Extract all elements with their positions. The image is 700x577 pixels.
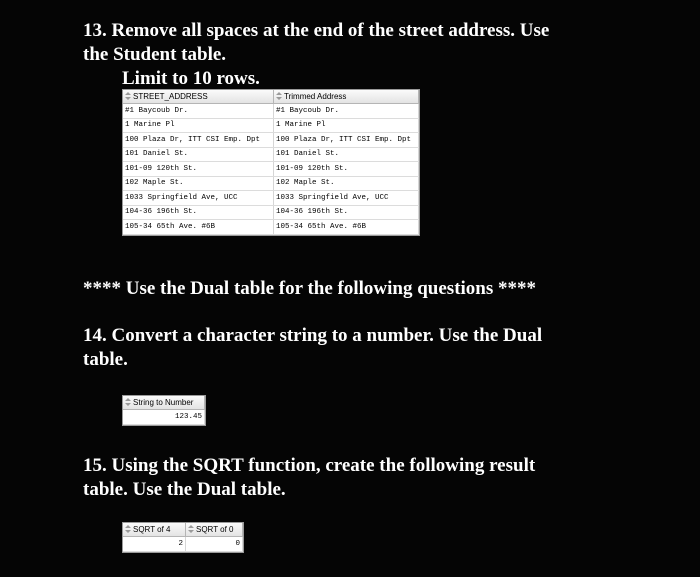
table-cell: 1033 Springfield Ave, UCC — [123, 191, 274, 206]
sort-icon — [125, 92, 131, 100]
column-header-label: SQRT of 0 — [196, 525, 234, 534]
q13-heading-line2: the Student table. — [83, 44, 227, 65]
q15-result-grid — [122, 522, 244, 553]
table-cell: 101 Daniel St. — [274, 147, 419, 162]
table-row — [123, 133, 419, 148]
column-header-sqrt-of-0[interactable] — [186, 523, 243, 537]
table-row — [123, 147, 419, 162]
table-cell: 102 Maple St. — [274, 176, 419, 191]
table-row — [123, 537, 243, 552]
column-header-string-to-number[interactable] — [123, 396, 205, 410]
q13-heading-line1: 13. Remove all spaces at the end of the street address. Use — [83, 20, 550, 41]
q13-heading-line3: Limit to 10 rows. — [122, 68, 260, 89]
column-header-label: STREET_ADDRESS — [133, 92, 208, 101]
q13-result-grid — [122, 89, 420, 236]
table-row — [123, 410, 205, 425]
column-header-label: String to Number — [133, 398, 194, 407]
column-header-label: SQRT of 4 — [133, 525, 171, 534]
sort-icon — [125, 398, 131, 406]
table-cell: 100 Plaza Dr, ITT CSI Emp. Dpt — [123, 133, 274, 148]
column-header-label: Trimmed Address — [284, 92, 347, 101]
table-cell: 100 Plaza Dr, ITT CSI Emp. Dpt — [274, 133, 419, 148]
q15-header-row — [123, 523, 243, 537]
q14-header-row — [123, 396, 205, 410]
table-row — [123, 104, 419, 119]
q15-heading-line2: table. Use the Dual table. — [83, 479, 286, 500]
table-cell: 101-09 120th St. — [274, 162, 419, 177]
table-cell: 123.45 — [123, 410, 205, 425]
table-cell: 0 — [186, 537, 243, 552]
q14-heading-line2: table. — [83, 349, 128, 370]
table-cell: 104-36 196th St. — [274, 205, 419, 220]
table-cell: 105-34 65th Ave. #6B — [274, 220, 419, 235]
q13-header-row — [123, 90, 419, 104]
table-cell: 105-34 65th Ave. #6B — [123, 220, 274, 235]
q15-heading-line1: 15. Using the SQRT function, create the following result — [83, 455, 536, 476]
table-cell: 1 Marine Pl — [274, 118, 419, 133]
table-cell: 101-09 120th St. — [123, 162, 274, 177]
table-cell: 101 Daniel St. — [123, 147, 274, 162]
table-cell: 104-36 196th St. — [123, 205, 274, 220]
table-row — [123, 220, 419, 235]
column-header-trimmed-address[interactable] — [274, 90, 419, 104]
sort-icon — [188, 525, 194, 533]
table-cell: 1033 Springfield Ave, UCC — [274, 191, 419, 206]
table-row — [123, 191, 419, 206]
table-cell: #1 Baycoub Dr. — [274, 104, 419, 119]
table-row — [123, 118, 419, 133]
table-cell: #1 Baycoub Dr. — [123, 104, 274, 119]
table-row — [123, 176, 419, 191]
table-row — [123, 162, 419, 177]
table-cell: 1 Marine Pl — [123, 118, 274, 133]
column-header-street-address[interactable] — [123, 90, 274, 104]
dual-table-note: **** Use the Dual table for the following questions **** — [83, 278, 537, 299]
table-cell: 102 Maple St. — [123, 176, 274, 191]
sort-icon — [125, 525, 131, 533]
q14-result-grid — [122, 395, 206, 426]
table-row — [123, 205, 419, 220]
q14-heading-line1: 14. Convert a character string to a number. Use the Dual — [83, 325, 543, 346]
table-cell: 2 — [123, 537, 186, 552]
sort-icon — [276, 92, 282, 100]
column-header-sqrt-of-4[interactable] — [123, 523, 186, 537]
